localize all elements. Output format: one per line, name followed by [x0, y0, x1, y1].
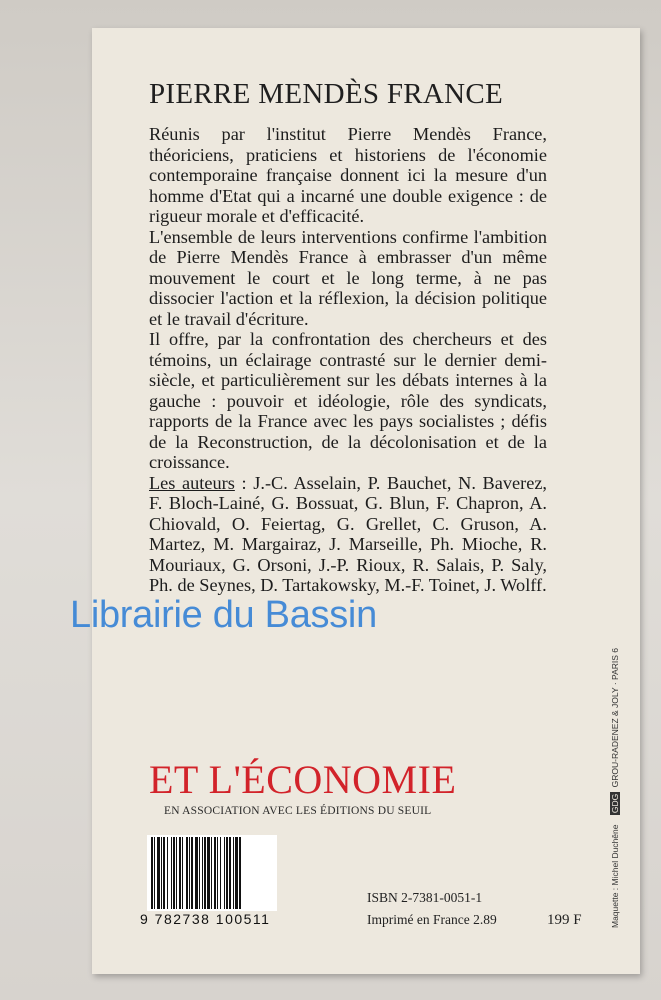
printer-logo: GDG [610, 793, 620, 814]
book-back-cover [92, 28, 640, 974]
price: 199 F [547, 912, 582, 928]
authors-label: Les auteurs [149, 472, 235, 493]
watermark: Librairie du Bassin [70, 594, 377, 636]
book-title: ET L'ÉCONOMIE [149, 757, 457, 802]
isbn: ISBN 2-7381-0051-1 [367, 890, 483, 905]
blurb [149, 124, 547, 596]
author-name: PIERRE MENDÈS FRANCE [149, 78, 504, 110]
barcode [147, 835, 277, 911]
authors-paragraph [149, 473, 547, 596]
barcode-bars [147, 835, 277, 911]
spine-credit [610, 648, 620, 928]
spine-printer-text: GROU-RADENEZ & JOLY · PARIS 6 [610, 647, 620, 788]
authors-list: : J.-C. Asselain, P. Bauchet, N. Baverez, F. Bloch-Lainé, G. Bossuat, G. Blun, F. Chapron, A. Chiovald, O. Feiertag, G. Grellet, C. Gruson, A. Martez, M. Margairaz, J. Marseille, Ph. Mioche, R. Mouriaux, G. Orsoni, J.-P. Rioux, R. Salais, P. Saly, Ph. de Seynes, D. Tartakowsky, M.-F. Toinet, J. Wolff. [149, 472, 547, 595]
association-line: EN ASSOCIATION AVEC LES ÉDITIONS DU SEUIL [164, 805, 432, 817]
blurb-paragraph-3: Il offre, par la confrontation des chercheurs et des témoins, un éclairage contrasté sur le dernier demi-siècle, et particulièrement sur les débats internes à la gauche : pouvoir et idéologie, rôle des syndicats, rapports de la France avec les pays socialistes ; défis de la Reconstruction, de la décolonisation et de la croissance. [149, 329, 547, 472]
barcode-number: 9 782738 100511 [140, 911, 271, 927]
blurb-paragraph-1: Réunis par l'institut Pierre Mendès France, théoriciens, praticiens et historiens de l'économie contemporaine française donnent ici la mesure d'un homme d'Etat qui a incarné une double exigence : de rigueur morale et d'efficacité. [149, 124, 547, 226]
spine-credit-text: Maquette : Michel Duchêne [610, 824, 620, 928]
printed-info: Imprimé en France 2.89 [367, 912, 497, 927]
blurb-paragraph-2: L'ensemble de leurs interventions confirme l'ambition de Pierre Mendès France à embrasser d'un même mouvement le court et le long terme, à ne pas dissocier l'action et la réflexion, la décision politique et le travail d'écriture. [149, 226, 547, 329]
